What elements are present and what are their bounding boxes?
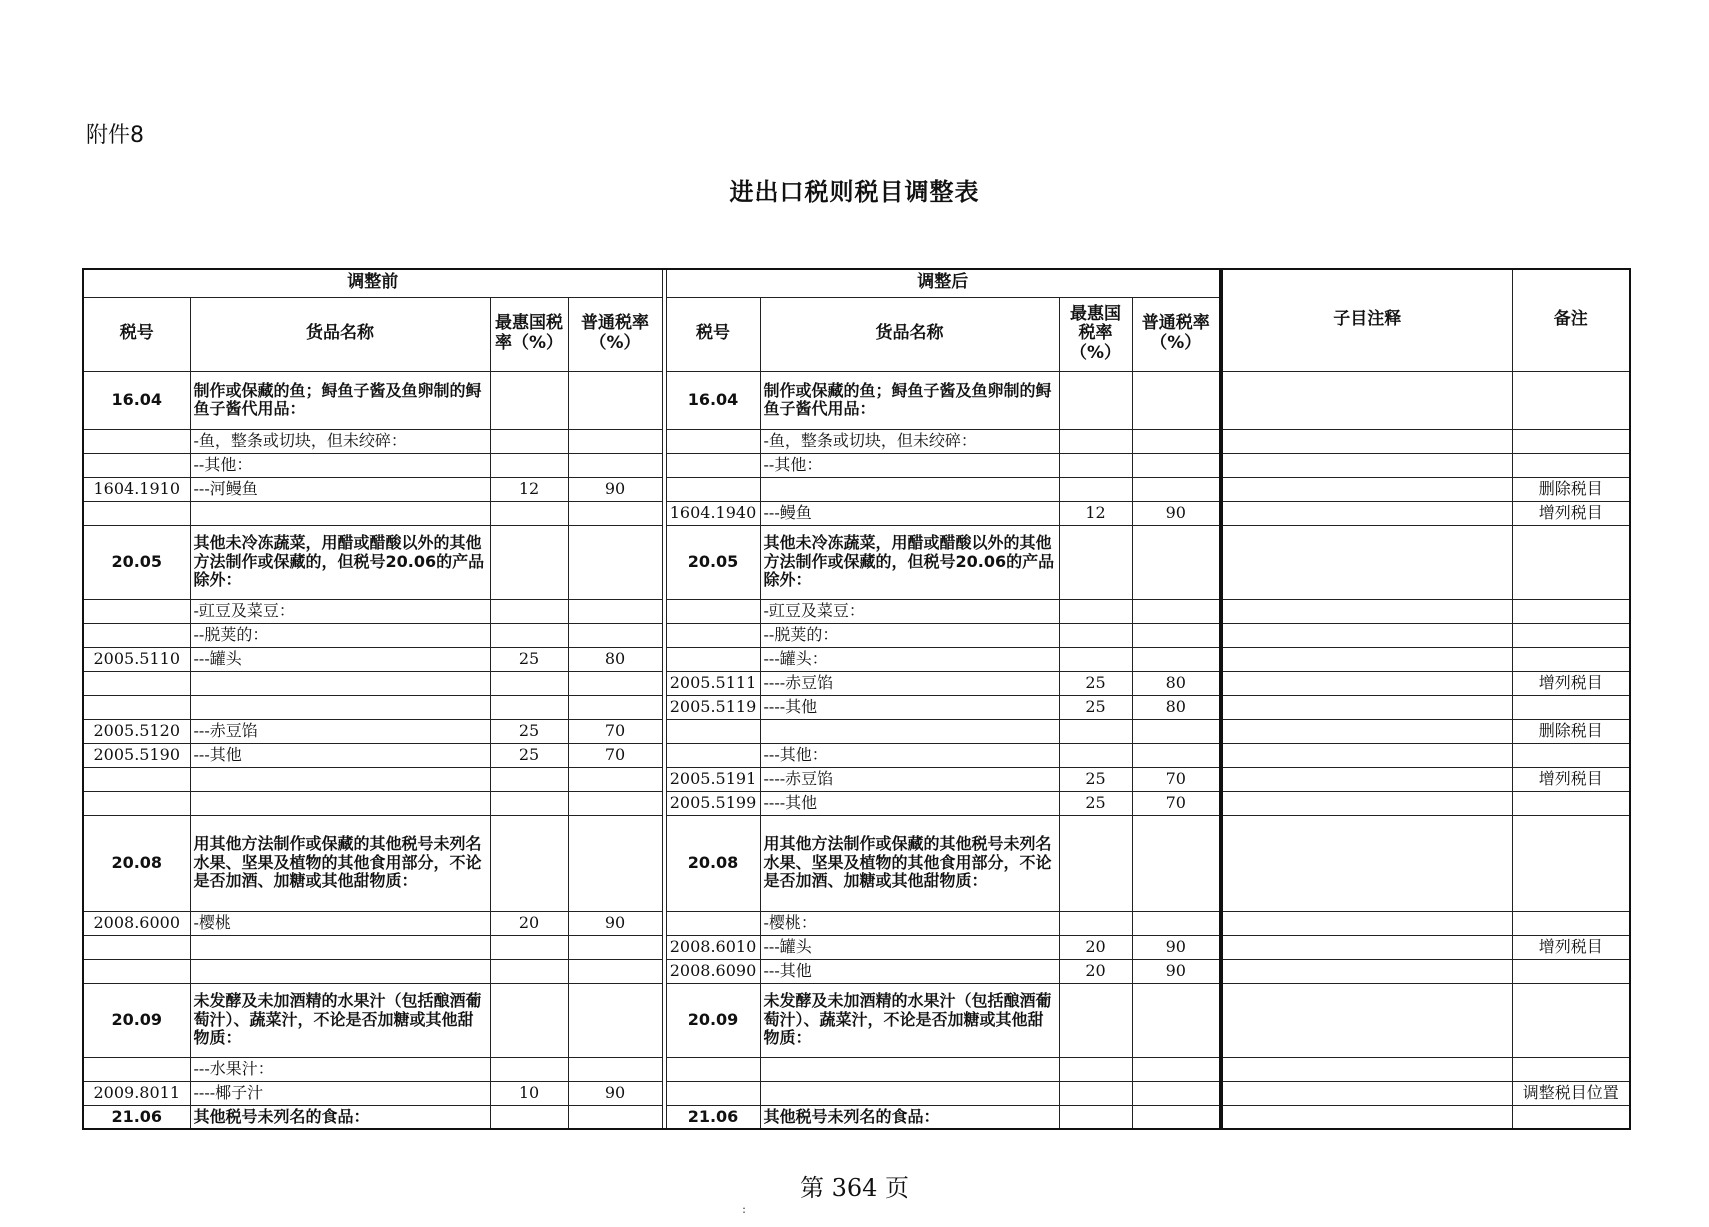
before-name-cell <box>190 501 490 525</box>
table-row <box>83 935 1220 959</box>
after-mfn-cell: 25 <box>1059 791 1132 815</box>
after-code-cell: 2005.5199 <box>666 791 760 815</box>
after-name-cell <box>760 1057 1059 1081</box>
before-mfn-cell <box>490 983 568 1057</box>
after-general-header: 普通税率（%） <box>1132 297 1220 371</box>
subheading-note-cell <box>1222 1057 1512 1081</box>
after-name-cell: -豇豆及菜豆： <box>760 599 1059 623</box>
table-row <box>83 453 1220 477</box>
after-code-cell: 20.05 <box>666 525 760 599</box>
table-row <box>83 719 1220 743</box>
before-mfn-cell: 25 <box>490 647 568 671</box>
after-name-cell <box>760 1081 1059 1105</box>
before-code-cell <box>83 671 190 695</box>
before-name-cell: ---水果汁： <box>190 1057 490 1081</box>
before-mfn-cell <box>490 371 568 429</box>
after-code-cell: 2005.5191 <box>666 767 760 791</box>
after-code-cell <box>666 477 760 501</box>
notes-table <box>1221 268 1631 1130</box>
before-mfn-cell <box>490 815 568 911</box>
before-general-cell <box>568 767 662 791</box>
before-mfn-cell <box>490 959 568 983</box>
before-code-cell: 2005.5190 <box>83 743 190 767</box>
notes-row <box>1222 501 1630 525</box>
table-row <box>83 671 1220 695</box>
after-name-cell <box>760 477 1059 501</box>
after-mfn-cell <box>1059 429 1132 453</box>
before-code-cell: 2005.5120 <box>83 719 190 743</box>
after-general-cell: 90 <box>1132 959 1220 983</box>
after-code-cell <box>666 743 760 767</box>
before-name-header: 货品名称 <box>190 297 490 371</box>
subheading-note-cell <box>1222 743 1512 767</box>
before-general-cell <box>568 671 662 695</box>
before-name-cell <box>190 671 490 695</box>
notes-row <box>1222 695 1630 719</box>
before-code-cell: 16.04 <box>83 371 190 429</box>
remark-cell <box>1512 791 1630 815</box>
before-name-cell: 用其他方法制作或保藏的其他税号未列名水果、坚果及植物的其他食用部分，不论是否加酒、加糖或其他甜物质： <box>190 815 490 911</box>
subheading-note-cell <box>1222 911 1512 935</box>
after-general-cell: 90 <box>1132 935 1220 959</box>
before-mfn-cell <box>490 1057 568 1081</box>
after-general-cell: 70 <box>1132 791 1220 815</box>
before-general-cell: 90 <box>568 911 662 935</box>
before-name-cell <box>190 695 490 719</box>
before-code-cell: 2009.8011 <box>83 1081 190 1105</box>
after-mfn-cell <box>1059 1081 1132 1105</box>
after-mfn-cell: 12 <box>1059 501 1132 525</box>
after-name-cell: ----其他 <box>760 791 1059 815</box>
main-table-body <box>83 371 1220 1129</box>
tariff-table-sheet <box>82 268 1636 1130</box>
before-code-cell <box>83 767 190 791</box>
before-name-cell: -鱼，整条或切块，但未绞碎： <box>190 429 490 453</box>
before-general-cell <box>568 501 662 525</box>
remark-cell <box>1512 1105 1630 1129</box>
before-name-cell: ---其他 <box>190 743 490 767</box>
before-general-cell <box>568 599 662 623</box>
after-name-cell: ----其他 <box>760 695 1059 719</box>
before-code-cell <box>83 429 190 453</box>
after-name-cell: ----赤豆馅 <box>760 671 1059 695</box>
subheading-note-header: 子目注释 <box>1222 269 1512 371</box>
before-mfn-cell <box>490 623 568 647</box>
after-name-cell: -鱼，整条或切块，但未绞碎： <box>760 429 1059 453</box>
after-general-cell <box>1132 371 1220 429</box>
after-general-cell <box>1132 1105 1220 1129</box>
subheading-note-cell <box>1222 453 1512 477</box>
before-code-cell: 2005.5110 <box>83 647 190 671</box>
before-name-cell <box>190 935 490 959</box>
table-row <box>83 695 1220 719</box>
before-code-header: 税号 <box>83 297 190 371</box>
table-row <box>83 371 1220 429</box>
after-mfn-cell <box>1059 453 1132 477</box>
table-row <box>83 429 1220 453</box>
subheading-note-cell <box>1222 935 1512 959</box>
remark-cell <box>1512 695 1630 719</box>
notes-row <box>1222 959 1630 983</box>
table-row <box>83 1105 1220 1129</box>
remark-cell: 增列税目 <box>1512 671 1630 695</box>
after-code-cell <box>666 599 760 623</box>
page-title: 进出口税则税目调整表 <box>729 178 980 206</box>
after-name-cell: ---其他 <box>760 959 1059 983</box>
remarks-header: 备注 <box>1512 269 1630 371</box>
remark-cell <box>1512 983 1630 1057</box>
subheading-note-cell <box>1222 983 1512 1057</box>
notes-row <box>1222 671 1630 695</box>
after-code-cell: 2008.6010 <box>666 935 760 959</box>
remark-cell <box>1512 1057 1630 1081</box>
after-mfn-cell <box>1059 815 1132 911</box>
after-general-cell <box>1132 477 1220 501</box>
notes-row <box>1222 429 1630 453</box>
remark-cell: 调整税目位置 <box>1512 1081 1630 1105</box>
before-mfn-cell <box>490 767 568 791</box>
after-mfn-cell <box>1059 911 1132 935</box>
before-mfn-cell <box>490 599 568 623</box>
after-mfn-cell <box>1059 477 1132 501</box>
remark-cell <box>1512 911 1630 935</box>
after-mfn-header: 最惠国税率（%） <box>1059 297 1132 371</box>
before-code-cell <box>83 453 190 477</box>
table-row <box>83 983 1220 1057</box>
after-mfn-cell <box>1059 1057 1132 1081</box>
before-code-cell: 1604.1910 <box>83 477 190 501</box>
after-name-header: 货品名称 <box>760 297 1059 371</box>
after-mfn-cell: 20 <box>1059 959 1132 983</box>
before-mfn-cell: 25 <box>490 719 568 743</box>
before-mfn-cell <box>490 791 568 815</box>
attachment-label: 附件8 <box>86 123 144 148</box>
notes-row <box>1222 453 1630 477</box>
table-row <box>83 1057 1220 1081</box>
table-row <box>83 911 1220 935</box>
before-name-cell: 制作或保藏的鱼；鲟鱼子酱及鱼卵制的鲟鱼子酱代用品： <box>190 371 490 429</box>
subheading-note-cell <box>1222 719 1512 743</box>
subheading-note-cell <box>1222 525 1512 599</box>
subheading-note-cell <box>1222 791 1512 815</box>
before-name-cell: -樱桃 <box>190 911 490 935</box>
notes-row <box>1222 791 1630 815</box>
table-row <box>83 647 1220 671</box>
before-code-cell <box>83 959 190 983</box>
after-code-header: 税号 <box>666 297 760 371</box>
after-name-cell: 制作或保藏的鱼；鲟鱼子酱及鱼卵制的鲟鱼子酱代用品： <box>760 371 1059 429</box>
after-general-cell <box>1132 719 1220 743</box>
after-general-cell <box>1132 815 1220 911</box>
after-mfn-cell <box>1059 743 1132 767</box>
after-code-cell: 21.06 <box>666 1105 760 1129</box>
after-code-cell: 1604.1940 <box>666 501 760 525</box>
after-name-cell: -樱桃： <box>760 911 1059 935</box>
notes-row <box>1222 1105 1630 1129</box>
after-mfn-cell <box>1059 525 1132 599</box>
after-mfn-cell <box>1059 599 1132 623</box>
remark-cell <box>1512 453 1630 477</box>
after-code-cell <box>666 911 760 935</box>
table-row <box>83 525 1220 599</box>
after-general-cell: 70 <box>1132 767 1220 791</box>
remark-cell: 删除税目 <box>1512 477 1630 501</box>
before-mfn-cell: 20 <box>490 911 568 935</box>
before-name-cell <box>190 959 490 983</box>
before-general-cell <box>568 453 662 477</box>
before-general-cell <box>568 959 662 983</box>
notes-table-body <box>1222 371 1630 1129</box>
after-mfn-cell <box>1059 983 1132 1057</box>
after-general-cell <box>1132 1057 1220 1081</box>
table-row <box>83 959 1220 983</box>
after-name-cell: 未发酵及未加酒精的水果汁（包括酿酒葡萄汁）、蔬菜汁，不论是否加糖或其他甜物质： <box>760 983 1059 1057</box>
subheading-note-cell <box>1222 1105 1512 1129</box>
after-name-cell: ---鳗鱼 <box>760 501 1059 525</box>
before-mfn-cell <box>490 429 568 453</box>
after-name-cell: ---其他： <box>760 743 1059 767</box>
before-code-cell: 20.05 <box>83 525 190 599</box>
after-code-cell <box>666 1081 760 1105</box>
after-header: 调整后 <box>666 269 1220 297</box>
subheading-note-cell <box>1222 429 1512 453</box>
subheading-note-cell <box>1222 371 1512 429</box>
after-code-cell <box>666 647 760 671</box>
remark-cell: 删除税目 <box>1512 719 1630 743</box>
remark-cell <box>1512 599 1630 623</box>
notes-row <box>1222 1081 1630 1105</box>
notes-row <box>1222 477 1630 501</box>
after-general-cell <box>1132 911 1220 935</box>
after-code-cell <box>666 1057 760 1081</box>
after-code-cell: 2008.6090 <box>666 959 760 983</box>
remark-cell <box>1512 371 1630 429</box>
subheading-note-cell <box>1222 647 1512 671</box>
notes-row <box>1222 911 1630 935</box>
before-general-cell: 90 <box>568 1081 662 1105</box>
before-name-cell: ----椰子汁 <box>190 1081 490 1105</box>
notes-row <box>1222 647 1630 671</box>
after-general-cell <box>1132 983 1220 1057</box>
before-name-cell: -豇豆及菜豆： <box>190 599 490 623</box>
subheading-note-cell <box>1222 767 1512 791</box>
after-mfn-cell <box>1059 1105 1132 1129</box>
subheading-note-cell <box>1222 477 1512 501</box>
before-code-cell <box>83 623 190 647</box>
after-name-cell: 用其他方法制作或保藏的其他税号未列名水果、坚果及植物的其他食用部分，不论是否加酒、加糖或其他甜物质： <box>760 815 1059 911</box>
notes-row <box>1222 1057 1630 1081</box>
before-code-cell: 2008.6000 <box>83 911 190 935</box>
before-name-cell: ---河鳗鱼 <box>190 477 490 501</box>
after-general-cell <box>1132 647 1220 671</box>
before-general-cell <box>568 371 662 429</box>
after-mfn-cell <box>1059 623 1132 647</box>
table-row <box>83 1081 1220 1105</box>
before-code-cell: 21.06 <box>83 1105 190 1129</box>
notes-row <box>1222 623 1630 647</box>
table-row <box>83 815 1220 911</box>
after-name-cell: --其他： <box>760 453 1059 477</box>
after-general-cell <box>1132 743 1220 767</box>
table-row <box>83 743 1220 767</box>
before-code-cell <box>83 501 190 525</box>
footer-mark: : <box>742 1202 747 1216</box>
before-header: 调整前 <box>83 269 662 297</box>
notes-row <box>1222 525 1630 599</box>
after-name-cell: ----赤豆馅 <box>760 767 1059 791</box>
after-name-cell <box>760 719 1059 743</box>
after-mfn-cell <box>1059 647 1132 671</box>
after-code-cell: 2005.5119 <box>666 695 760 719</box>
subheading-note-cell <box>1222 501 1512 525</box>
before-name-cell: --脱荚的： <box>190 623 490 647</box>
notes-row <box>1222 371 1630 429</box>
after-general-cell <box>1132 1081 1220 1105</box>
after-general-cell <box>1132 599 1220 623</box>
remark-cell <box>1512 815 1630 911</box>
subheading-note-cell <box>1222 1081 1512 1105</box>
before-general-cell <box>568 623 662 647</box>
before-name-cell: ---罐头 <box>190 647 490 671</box>
after-code-cell <box>666 429 760 453</box>
before-mfn-cell: 25 <box>490 743 568 767</box>
table-row <box>83 501 1220 525</box>
before-name-cell: 其他未冷冻蔬菜，用醋或醋酸以外的其他方法制作或保藏的，但税号20.06的产品除外： <box>190 525 490 599</box>
before-name-cell: ---赤豆馅 <box>190 719 490 743</box>
before-general-cell <box>568 1105 662 1129</box>
before-name-cell: --其他： <box>190 453 490 477</box>
before-general-cell: 90 <box>568 477 662 501</box>
before-general-cell <box>568 1057 662 1081</box>
before-general-cell: 70 <box>568 719 662 743</box>
before-general-cell <box>568 815 662 911</box>
before-general-cell <box>568 983 662 1057</box>
after-code-cell: 20.08 <box>666 815 760 911</box>
before-mfn-cell <box>490 935 568 959</box>
after-code-cell: 20.09 <box>666 983 760 1057</box>
remark-cell <box>1512 647 1630 671</box>
before-mfn-header: 最惠国税率（%） <box>490 297 568 371</box>
before-code-cell <box>83 935 190 959</box>
notes-row <box>1222 719 1630 743</box>
after-name-cell: ---罐头 <box>760 935 1059 959</box>
before-general-cell <box>568 525 662 599</box>
remark-cell: 增列税目 <box>1512 501 1630 525</box>
subheading-note-cell <box>1222 959 1512 983</box>
before-mfn-cell: 10 <box>490 1081 568 1105</box>
table-row <box>83 623 1220 647</box>
before-code-cell: 20.08 <box>83 815 190 911</box>
subheading-note-cell <box>1222 815 1512 911</box>
after-name-cell: --脱荚的： <box>760 623 1059 647</box>
after-general-cell <box>1132 453 1220 477</box>
notes-row <box>1222 935 1630 959</box>
before-mfn-cell <box>490 501 568 525</box>
subheading-note-cell <box>1222 599 1512 623</box>
before-name-cell: 其他税号未列名的食品： <box>190 1105 490 1129</box>
after-mfn-cell <box>1059 719 1132 743</box>
after-name-cell: 其他税号未列名的食品： <box>760 1105 1059 1129</box>
subheading-note-cell <box>1222 623 1512 647</box>
remark-cell <box>1512 959 1630 983</box>
after-general-cell: 80 <box>1132 671 1220 695</box>
after-code-cell <box>666 453 760 477</box>
after-name-cell: 其他未冷冻蔬菜，用醋或醋酸以外的其他方法制作或保藏的，但税号20.06的产品除外： <box>760 525 1059 599</box>
after-mfn-cell <box>1059 371 1132 429</box>
before-code-cell <box>83 791 190 815</box>
before-name-cell <box>190 791 490 815</box>
after-general-cell <box>1132 429 1220 453</box>
before-general-header: 普通税率（%） <box>568 297 662 371</box>
after-mfn-cell: 25 <box>1059 695 1132 719</box>
before-general-cell <box>568 935 662 959</box>
before-code-cell <box>83 695 190 719</box>
page-number: 第 364 页 <box>799 1174 910 1202</box>
table-row <box>83 791 1220 815</box>
after-name-cell: ---罐头： <box>760 647 1059 671</box>
before-mfn-cell <box>490 525 568 599</box>
remark-cell: 增列税目 <box>1512 935 1630 959</box>
after-mfn-cell: 20 <box>1059 935 1132 959</box>
subheading-note-cell <box>1222 695 1512 719</box>
table-row <box>83 599 1220 623</box>
remark-cell <box>1512 623 1630 647</box>
tariff-adjustment-table <box>82 268 1221 1130</box>
after-code-cell: 2005.5111 <box>666 671 760 695</box>
before-mfn-cell <box>490 671 568 695</box>
notes-row <box>1222 815 1630 911</box>
after-code-cell: 16.04 <box>666 371 760 429</box>
before-general-cell <box>568 429 662 453</box>
table-row <box>83 477 1220 501</box>
after-code-cell <box>666 719 760 743</box>
before-mfn-cell <box>490 695 568 719</box>
notes-row <box>1222 743 1630 767</box>
notes-row <box>1222 599 1630 623</box>
before-general-cell: 80 <box>568 647 662 671</box>
notes-row <box>1222 767 1630 791</box>
before-general-cell: 70 <box>568 743 662 767</box>
before-mfn-cell <box>490 1105 568 1129</box>
before-mfn-cell: 12 <box>490 477 568 501</box>
before-name-cell <box>190 767 490 791</box>
before-mfn-cell <box>490 453 568 477</box>
before-code-cell <box>83 1057 190 1081</box>
before-code-cell: 20.09 <box>83 983 190 1057</box>
after-general-cell: 80 <box>1132 695 1220 719</box>
after-general-cell <box>1132 525 1220 599</box>
subheading-note-cell <box>1222 671 1512 695</box>
remark-cell: 增列税目 <box>1512 767 1630 791</box>
notes-row <box>1222 983 1630 1057</box>
after-general-cell <box>1132 623 1220 647</box>
remark-cell <box>1512 743 1630 767</box>
before-general-cell <box>568 791 662 815</box>
after-mfn-cell: 25 <box>1059 767 1132 791</box>
table-row <box>83 767 1220 791</box>
remark-cell <box>1512 429 1630 453</box>
before-code-cell <box>83 599 190 623</box>
remark-cell <box>1512 525 1630 599</box>
before-general-cell <box>568 695 662 719</box>
after-code-cell <box>666 623 760 647</box>
after-mfn-cell: 25 <box>1059 671 1132 695</box>
after-general-cell: 90 <box>1132 501 1220 525</box>
before-name-cell: 未发酵及未加酒精的水果汁（包括酿酒葡萄汁）、蔬菜汁，不论是否加糖或其他甜物质： <box>190 983 490 1057</box>
